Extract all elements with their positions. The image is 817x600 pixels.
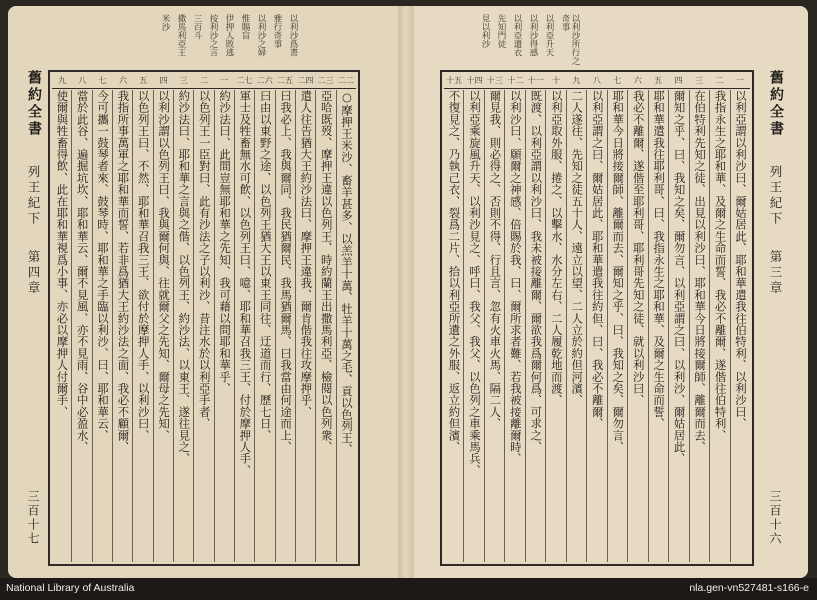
line-number: 五 [139,76,148,85]
text-column: 曰由以東野之途、以色列王猶大王以東王同往、迂道而行、歷七日、 [254,90,274,562]
line-number: 十二 [507,76,524,85]
text-column: 爾見我、則必得之、否則不得、行且言、忽有火車火馬、隔二人、 [484,90,504,562]
line-number: 十 [552,76,561,85]
image-identifier: nla.gen-vn527481-s166-e [689,582,809,594]
line-number: 二 [200,76,208,85]
text-column: 約沙法曰、此間豈無耶和華之先知、我可藉以問耶和華乎、 [214,90,234,562]
line-number: 一 [220,76,229,85]
text-column: 以色列王一臣對曰、此有沙法之子以利沙、昔注水於以利亞手者、 [193,90,213,562]
margin-note: 以利沙所行之奇事 [560,14,580,65]
line-number: 二七 [236,76,253,85]
right-margin-notes [480,14,580,68]
margin-note: 以利亞遺衣 [512,14,522,57]
right-text-columns [444,90,750,562]
text-column: 以利亞取外服、捲之、以擊水、水分左右、二人履乾地而渡、 [545,90,565,562]
line-number: 二五 [277,76,294,85]
text-column: 耶和華遣我往耶利哥、曰、我指永生之耶和華、及爾之生命而誓、 [648,90,668,562]
left-text-columns [52,90,356,562]
text-column: 遣人往告猶大王約沙法曰、摩押王違我、爾肯偕我往攻摩押乎、 [295,90,315,562]
line-number: 十五 [446,76,463,85]
text-column: 以利沙謂以色列王曰、我與爾何與、往就爾父之先知、爾母之先知、 [153,90,173,562]
text-column: 我必不離爾、遂偕至耶利哥、耶利哥先知之徒、就以利沙曰、 [627,90,647,562]
text-column: 以利亞謂之曰、爾姑居此、耶和華遣我往約但、曰、我必不離爾、 [586,90,606,562]
line-number: 四 [159,76,168,85]
line-number: 十三 [486,76,503,85]
margin-note: 撒馬利亞王 [176,14,186,57]
margin-note: 以利亞升天 [544,14,554,57]
text-column: 曰我必上、我與爾同、我民猶爾民、我馬猶爾馬、曰我當由何途而上、 [275,90,295,562]
line-number: 二六 [256,76,273,85]
left-line-numbers [52,74,356,89]
text-column: 不復見之、乃執己衣、裂爲二片、拾以利亞所遺之外服、返立約但濱、 [447,90,462,453]
text-column: 使爾與牲畜得飲、此在耶和華視爲小事、亦必以摩押人付爾手、 [55,90,70,418]
line-number: 十一 [527,76,544,85]
line-number: 九 [58,76,67,85]
text-column: 軍士及牲畜無水可飲、以色列王曰、噫、耶和華召我三王、付於摩押人手、 [234,90,254,562]
right-chapter-label: 第三章 [768,250,783,297]
text-column: 以利亞謂以利沙曰、爾姑居此、耶和華遣我往伯特利、以利沙曰、 [730,90,750,562]
text-column: 當於此谷、遍掘坑坎、耶和華云、爾不見風、亦不見雨、谷中必盈水、 [71,90,91,562]
line-number: 四 [674,76,683,85]
left-text-frame [48,70,360,566]
right-running-title: 舊約全書 [768,70,784,138]
line-number: 三 [179,76,188,85]
left-margin-notes [160,14,298,68]
line-number: 六 [633,76,642,85]
line-number: 七 [613,76,622,85]
line-number: 二 [715,76,724,85]
text-column: 爾知之乎、曰、我知之矣、爾勿言、以利亞謂之曰、以利沙、爾姑居此、 [668,90,688,562]
margin-note: 米沙 [160,14,170,31]
line-number: 七 [98,76,107,85]
right-line-numbers [444,74,750,89]
line-number: 二四 [297,76,314,85]
book-gutter [398,6,414,578]
footer-bar [0,578,817,600]
line-number: 五 [654,76,663,85]
library-credit: National Library of Australia [6,582,135,594]
line-number: 九 [572,76,581,85]
line-number: 六 [118,76,127,85]
margin-note: 惟賜盲 [240,14,250,40]
text-column: 約沙法曰、耶和華之言與之偕、以色列王、約沙法、以東王、遂往見之、 [173,90,193,562]
margin-note: 按利沙之言 [208,14,218,57]
left-chapter-label: 第四章 [26,250,41,297]
margin-note: 見以利沙 [480,14,490,48]
line-number: 二三 [317,76,334,85]
right-book-name: 列王紀下 [768,165,783,227]
text-column: 二人遂往、先知之徒五十人、遠立以望、二人立於約但河濱、 [566,90,586,562]
line-number: 十四 [466,76,483,85]
margin-note: 伊押人敗逃 [224,14,234,57]
text-column: 耶和華今日將接爾師、離爾而去、爾知之乎、曰、我知之矣、爾勿言、 [607,90,627,562]
right-text-frame [440,70,754,566]
text-column: 在伯特利先知之徒、出見以利沙曰、耶和華今日將接爾師、離爾而去、 [689,90,709,562]
text-column: 既渡、以利亞謂以利沙曰、我未被接離爾、爾欲我爲爾何爲、可求之、 [525,90,545,562]
line-number: 八 [592,76,601,85]
left-running-title: 舊約全書 [26,70,42,138]
margin-note: 以利沙得感 [528,14,538,57]
line-number: 一 [735,76,744,85]
text-column: ○摩押王米沙、畜羊甚多、以羔羊十萬、牡羊十萬之毛、貢以色列王、 [336,90,356,562]
margin-note: 雅行奇事 [272,14,282,48]
margin-note: 以利沙之婦 [256,14,266,57]
text-column: 今可攜一鼓琴者來、鼓琴時、耶和華之手臨以利沙、曰、耶和華云、 [92,90,112,562]
text-column: 以利沙曰、願爾之神感、倍賜於我、曰、爾所求者難、若我被接離爾時、 [504,90,524,562]
line-number: 二二 [337,76,354,85]
text-column: 以利亞乘旋風升天、以利沙見之、呼曰、我父、我父、以色列之車乘馬兵、 [463,90,483,562]
left-page-number: 三百十七 [26,490,40,546]
left-book-name: 列王紀下 [26,165,41,227]
text-column: 以色列王曰、不然、耶和華召我三王、欲付於摩押人手、以利沙曰、 [132,90,152,562]
line-number: 八 [78,76,87,85]
line-number: 三 [694,76,703,85]
margin-note: 先知門徒 [496,14,506,48]
right-page-number: 三百十六 [768,490,782,546]
margin-note: 以利沙爲書 [288,14,298,57]
margin-note: 三百斗 [192,14,202,40]
text-column: 亞哈既歿、摩押王違以色列王、時約蘭王出撒馬利亞、檢閱以色列衆、 [315,90,335,562]
text-column: 我指所事萬軍之耶和華而誓、若非爲猶大王約沙法之面、我必不顧爾、 [112,90,132,562]
text-column: 我指永生之耶和華、及爾之生命而誓、我必不離爾、遂偕往伯特利、 [709,90,729,562]
